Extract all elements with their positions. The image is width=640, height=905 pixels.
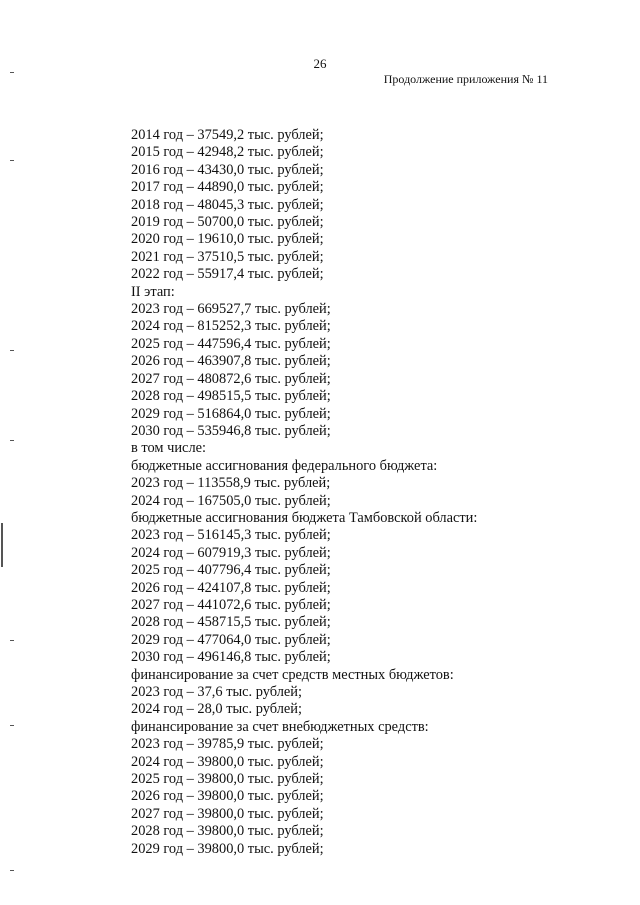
text-line: 2016 год – 43430,0 тыс. рублей; (131, 161, 324, 178)
text-line: 2030 год – 496146,8 тыс. рублей; (131, 649, 331, 666)
text-line: 2029 год – 39800,0 тыс. рублей; (131, 840, 324, 857)
text-line: 2026 год – 424107,8 тыс. рублей; (131, 579, 331, 596)
scan-mark (10, 72, 14, 73)
text-line: 2023 год – 113558,9 тыс. рублей; (131, 475, 331, 492)
text-line: 2014 год – 37549,2 тыс. рублей; (131, 127, 324, 143)
text-line: 2024 год – 28,0 тыс. рублей; (131, 701, 302, 718)
text-line: 2027 год – 441072,6 тыс. рублей; (131, 596, 331, 613)
text-line: 2028 год – 498515,5 тыс. рублей; (131, 388, 331, 405)
page-number: 26 (313, 56, 327, 71)
text-line: бюджетные ассигнования федерального бюджета: (131, 457, 438, 474)
text-line: 2018 год – 48045,3 тыс. рублей; (131, 196, 324, 213)
text-line: 2019 год – 50700,0 тыс. рублей; (131, 214, 324, 231)
text-line: 2022 год – 55917,4 тыс. рублей; (131, 266, 324, 283)
text-line: 2023 год – 669527,7 тыс. рублей; (131, 301, 331, 318)
text-line: 2026 год – 39800,0 тыс. рублей; (131, 788, 324, 805)
text-line: 2025 год – 407796,4 тыс. рублей; (131, 562, 331, 579)
text-line: 2024 год – 815252,3 тыс. рублей; (131, 318, 331, 335)
text-line: 2024 год – 39800,0 тыс. рублей; (131, 753, 324, 770)
scan-mark (10, 350, 14, 351)
text-line: 2020 год – 19610,0 тыс. рублей; (131, 231, 324, 248)
text-line: 2029 год – 477064,0 тыс. рублей; (131, 631, 331, 648)
text-line: 2025 год – 447596,4 тыс. рублей; (131, 335, 331, 352)
text-line: 2024 год – 607919,3 тыс. рублей; (131, 544, 331, 561)
document-body (131, 127, 477, 858)
text-line: бюджетные ассигнования бюджета Тамбовской области: (131, 509, 478, 526)
text-line: 2023 год – 516145,3 тыс. рублей; (131, 527, 331, 544)
scan-mark (1, 523, 3, 567)
text-line: 2028 год – 39800,0 тыс. рублей; (131, 823, 324, 840)
text-line: 2025 год – 39800,0 тыс. рублей; (131, 771, 324, 788)
text-line: 2015 год – 42948,2 тыс. рублей; (131, 144, 324, 161)
scan-mark (10, 440, 14, 441)
text-line: финансирование за счет средств местных бюджетов: (131, 666, 454, 683)
text-line: II этап: (131, 283, 175, 300)
text-line: 2023 год – 39785,9 тыс. рублей; (131, 736, 324, 753)
scan-mark (10, 160, 14, 161)
text-line: 2017 год – 44890,0 тыс. рублей; (131, 179, 324, 196)
text-line: 2026 год – 463907,8 тыс. рублей; (131, 353, 331, 370)
text-line: 2027 год – 39800,0 тыс. рублей; (131, 805, 324, 822)
scan-mark (10, 870, 14, 871)
text-line: 2021 год – 37510,5 тыс. рублей; (131, 248, 324, 265)
text-line: 2030 год – 535946,8 тыс. рублей; (131, 422, 331, 439)
text-line: 2027 год – 480872,6 тыс. рублей; (131, 370, 331, 387)
text-line: 2028 год – 458715,5 тыс. рублей; (131, 614, 331, 631)
text-line: 2029 год – 516864,0 тыс. рублей; (131, 405, 331, 422)
text-line: финансирование за счет внебюджетных средств: (131, 718, 429, 735)
scan-mark (10, 640, 14, 641)
text-line: в том числе: (131, 440, 207, 457)
text-line: 2023 год – 37,6 тыс. рублей; (131, 684, 302, 700)
continuation-note: Продолжение приложения № 11 (383, 72, 548, 86)
scan-mark (10, 725, 14, 726)
text-line: 2024 год – 167505,0 тыс. рублей; (131, 492, 331, 509)
